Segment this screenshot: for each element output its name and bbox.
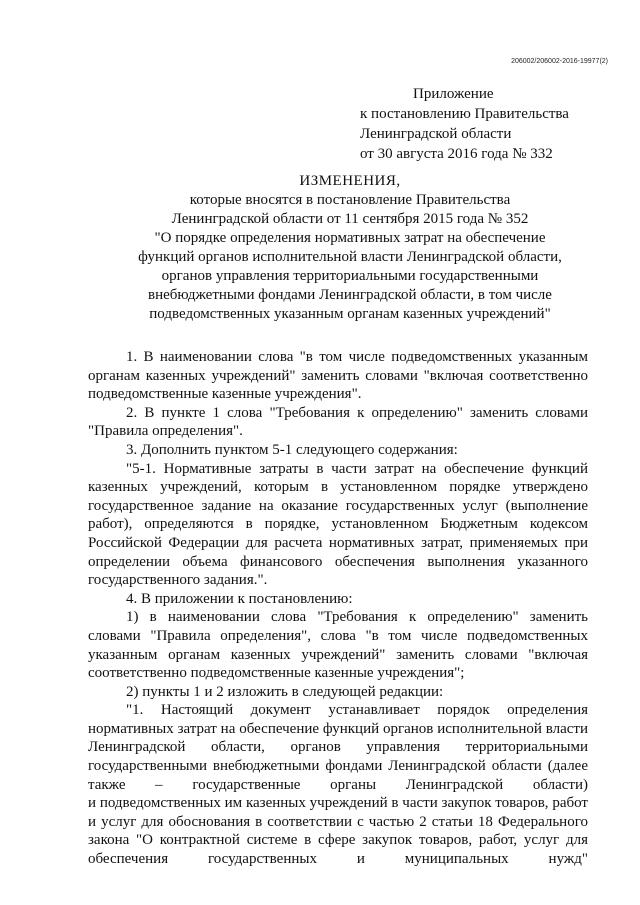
- appendix-block: [360, 84, 569, 164]
- title-heading: ИЗМЕНЕНИЯ,: [299, 173, 401, 189]
- paragraph: 2. В пункте 1 слова "Требования к определению" заменить словами "Правила определения".: [88, 404, 588, 440]
- title-line: подведомственных указанным органам казенных учреждений": [149, 306, 551, 322]
- title-line: внебюджетными фондами Ленинградской области, в том числе: [148, 287, 552, 303]
- document-id: 206002/206002-2016-19977(2): [511, 58, 608, 65]
- paragraph: "1. Настоящий документ устанавливает порядок определения нормативных затрат на обеспечение функций органов исполнительной власти Ленинградской области, органов управления территориальными государственными внебюджетными фондами Ленинградской области (далее также – государственные органы Ленинградской области): [88, 702, 588, 793]
- title-line: органов управления территориальными государственными: [161, 268, 539, 284]
- paragraph: "5-1. Нормативные затраты в части затрат на обеспечение функций казенных учреждений, которым в установленном порядке утверждено государственное задание на оказание государственных услуг (выполнение работ), определяются в порядке, установленном Бюджетным кодексом Российской Федерации для расчета нормативных затрат, применяемых при определении объема финансового обеспечения выполнения указанного государственного задания.".: [88, 460, 588, 589]
- appendix-line: от 30 августа 2016 года № 332: [360, 146, 553, 162]
- appendix-line: Приложение: [413, 86, 494, 102]
- paragraph: 1) в наименовании слова "Требования к определению" заменить словами "Правила определения", слова "в том числе подведомственных указанным органам казенных учреждений" заменить словами "включая соответственно подведомственные казенные учреждения";: [88, 609, 588, 682]
- appendix-line: Ленинградской области: [360, 126, 512, 142]
- paragraph: 4. В приложении к постановлению:: [126, 590, 353, 607]
- title-line: которые вносятся в постановление Правительства: [189, 192, 511, 208]
- paragraph: 1. В наименовании слова "в том числе подведомственных указанным органам казенных учреждений" заменить словами "включая соответственно подведомственные казенные учреждения".: [88, 349, 588, 403]
- paragraph: 2) пункты 1 и 2 изложить в следующей редакции:: [126, 683, 444, 700]
- document-body: [88, 348, 588, 869]
- document-title: [90, 172, 610, 324]
- title-line: Ленинградской области от 11 сентября 2015 года № 352: [171, 211, 529, 227]
- title-line: "О порядке определения нормативных затрат на обеспечение: [154, 230, 546, 246]
- appendix-line: к постановлению Правительства: [360, 106, 569, 122]
- title-line: функций органов исполнительной власти Ленинградской области,: [138, 249, 562, 265]
- paragraph: и подведомственных им казенных учреждений в части закупок товаров, работ и услуг для обоснования в соответствии с частью 2 статьи 18 Федерального закона "О контрактной системе в сфере закупок товаров, работ, услуг для обеспечения государственных и муниципальных нужд": [88, 795, 588, 868]
- paragraph: 3. Дополнить пунктом 5-1 следующего содержания:: [126, 441, 458, 458]
